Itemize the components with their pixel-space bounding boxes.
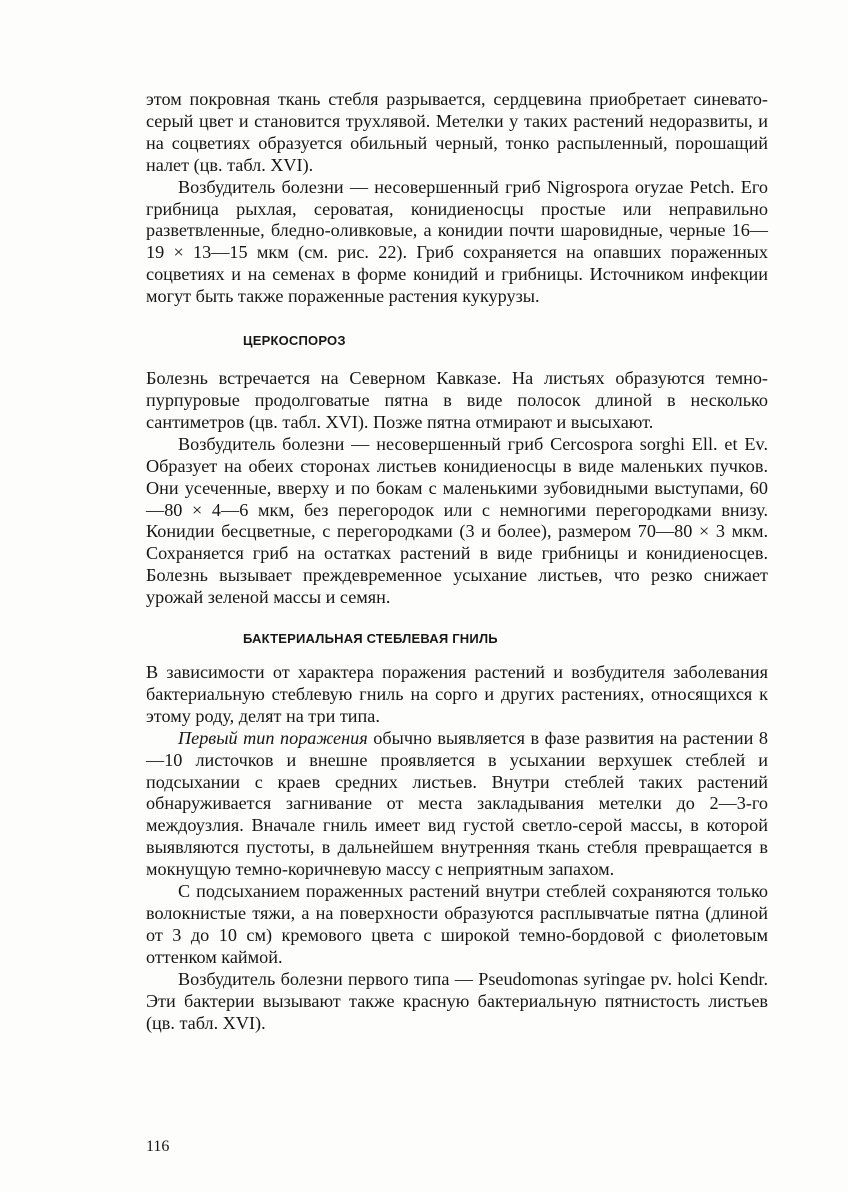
paragraph-cercosporoz-intro: Болезнь встречается на Северном Кавказе. На листьях образуются темно-пурпуровые продолговатые пятна в виде полосок длиной в несколько сантиметров (цв. табл. XVI). Позже пятна отмирают и высыхают. <box>146 368 768 432</box>
paragraph-cercospora-pathogen: Возбудитель болезни — несовершенный гриб Cercospora sorghi Ell. et Ev. Образует на обеих сторонах листьев конидиеносцы в виде маленьких пучков. Они усеченные, вверху и по бокам с маленькими зубовидными выступами, 60—80 × 4—6 мкм, без перегородок или с немногими перегородками внизу. Конидии бесцветные, с перегородками (3 и более), размером 70—80 × 3 мкм. Сохраняется гриб на остатках растений в виде грибницы и конидиеносцев. Болезнь вызывает преждевременное усыхание листьев, что резко снижает урожай зеленой массы и семян. <box>146 433 768 608</box>
paragraph-bacterial-intro: В зависимости от характера поражения растений и возбудителя заболевания бактериальную стеблевую гниль на сорго и других растениях, относящихся к этому роду, делят на три типа. <box>146 662 768 726</box>
page-number: 116 <box>146 1138 170 1155</box>
first-type-lead: Первый тип поражения <box>178 727 368 748</box>
paragraph-pseudomonas: Возбудитель болезни первого типа — Pseudomonas syringae pv. holci Kendr. Эти бактерии вызывают также красную бактериальную пятнистость листьев (цв. табл. XVI). <box>146 968 768 1033</box>
first-type-text: обычно выявляется в фазе развития на растении 8—10 листочков и внешне проявляется в усыхании верхушек стеблей и подсыхании с краев средних листьев. Внутри стеблей таких растений обнаруживается загнивание от места закладывания метелки до 2—3-го междоузлия. Вначале гниль имеет вид густой светло-серой массы, в которой выявляются пустоты, в дальнейшем внутренняя ткань стебля превращается в мокнущую темно-коричневую массу с неприятным запахом. <box>146 727 769 880</box>
text-column <box>146 89 768 1034</box>
paragraph-nigrospora: Возбудитель болезни — несовершенный гриб Nigrospora oryzae Petch. Его грибница рыхлая, сероватая, конидиеносцы простые или неправильно разветвленные, бледно-оливковые, а конидии почти шаровидные, черные 16—19 × 13—15 мкм (см. рис. 22). Гриб сохраняется на опавших пораженных соцветиях и на семенах в форме конидий и грибницы. Источником инфекции могут быть также пораженные растения кукурузы. <box>146 176 768 307</box>
heading-cercosporoz: ЦЕРКОСПОРОЗ <box>243 333 346 349</box>
paragraph-first-type <box>146 728 768 881</box>
heading-bacterial-stem-rot: БАКТЕРИАЛЬНАЯ СТЕБЛЕВАЯ ГНИЛЬ <box>243 631 498 647</box>
paragraph-continued: этом покровная ткань стебля разрывается, сердцевина приобретает синевато-серый цвет и становится трухлявой. Метелки у таких растений недоразвиты, и на соцветиях образуется обильный черный, тонко распыленный, порошащий налет (цв. табл. XVI). <box>146 89 768 175</box>
paragraph-drying: С подсыханием пораженных растений внутри стеблей сохраняются только волокнистые тяжи, а на поверхности образуются расплывчатые пятна (длиной от 3 до 10 см) кремового цвета с широкой темно-бордовой с фиолетовым оттенком каймой. <box>146 881 768 967</box>
